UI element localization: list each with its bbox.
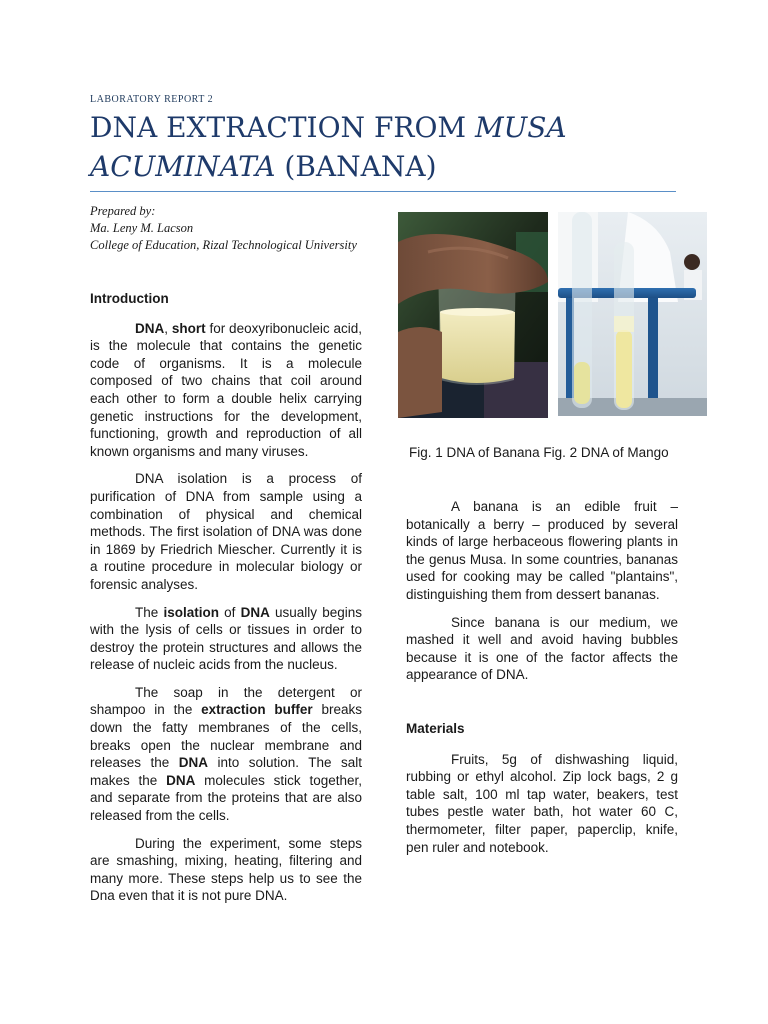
prepared-by-label: Prepared by: [90, 204, 156, 218]
intro-paragraph-2: DNA isolation is a process of purification of DNA from sample using a combination of physical and chemical methods. The first isolation of DNA was done in 1869 by Friedrich Miescher. Currently it is a routine procedure in molecular biology or forensic analyses. [90, 471, 362, 592]
author-affiliation: College of Education, Rizal Technological University [90, 238, 357, 252]
intro-bold-dna: DNA [178, 755, 209, 771]
title-part-2: (BANANA) [275, 150, 437, 183]
author-name: Ma. Leny M. Lacson [90, 221, 194, 235]
right-column [406, 498, 678, 866]
intro-text: usually begins with the lysis of cells or tissues in order to destroy the protein structures and allows the release of nucleic acids from the nucleus. [90, 604, 363, 673]
intro-paragraph-1 [90, 320, 362, 461]
intro-paragraph-5: During the experiment, some steps are smashing, mixing, heating, filtering and many more. These steps help us to see the Dna even that it is not pure DNA. [90, 835, 362, 904]
banana-paragraph: A banana is an edible fruit – botanically a berry – produced by several kinds of large herbaceous flowering plants in the genus Musa. In some countries, bananas used for cooking may be called "plantains", distinguishing them from dessert bananas. [406, 499, 678, 602]
figure-1-banana-dna-photo [398, 212, 548, 418]
intro-bold-short: short [171, 320, 206, 336]
figure-2-mango-dna-photo [558, 212, 707, 416]
intro-bold-dna: DNA [135, 320, 165, 336]
page-title [90, 108, 690, 186]
medium-paragraph: Since banana is our medium, we mashed it well and avoid having bubbles because it is one of the factor affects the appearance of DNA. [406, 614, 678, 683]
intro-bold-dna: DNA [240, 604, 270, 620]
figure-caption: Fig. 1 DNA of Banana Fig. 2 DNA of Mango [409, 445, 669, 460]
author-block [90, 203, 357, 254]
intro-text: The [135, 604, 164, 620]
introduction-heading: Introduction [90, 291, 169, 306]
title-part-1: DNA EXTRACTION FROM [90, 111, 475, 144]
intro-text: , [164, 320, 172, 336]
intro-text: into solution. The salt makes the [90, 755, 363, 788]
title-species-italic: MUSA ACUMINATA [90, 111, 567, 183]
intro-text: The soap in the detergent or shampoo in the [90, 684, 362, 718]
intro-text: for deoxyribonucleic acid, is the molecule that contains the genetic code of organisms. It is a molecule composed of two chains that coil around each other to form a double helix carrying genetic instructions for the development, functioning, growth and reproduction of all known organisms and many viruses. [90, 320, 362, 459]
intro-paragraph-4 [90, 684, 362, 825]
intro-bold-dna: DNA [166, 772, 196, 788]
intro-text: molecules stick together, and separate from the proteins that are also released from the cells. [90, 772, 362, 824]
materials-heading: Materials [406, 720, 465, 736]
title-divider [90, 191, 676, 192]
intro-text: breaks down the fatty membranes of the cells, breaks open the nuclear membrane and releases the [90, 702, 362, 771]
report-label: LABORATORY REPORT 2 [90, 94, 214, 105]
intro-bold-extraction-buffer: extraction buffer [201, 702, 313, 718]
materials-paragraph: Fruits, 5g of dishwashing liquid, rubbing or ethyl alcohol. Zip lock bags, 2 g table salt, 100 ml tap water, beakers, test tubes pestle water bath, hot water 60 C, thermometer, filter paper, paperclip, knife, pen ruler and notebook. [406, 751, 678, 855]
intro-paragraph-3 [90, 604, 362, 674]
intro-text: of [218, 604, 241, 620]
intro-bold-isolation: isolation [163, 604, 219, 620]
left-column [90, 290, 362, 915]
